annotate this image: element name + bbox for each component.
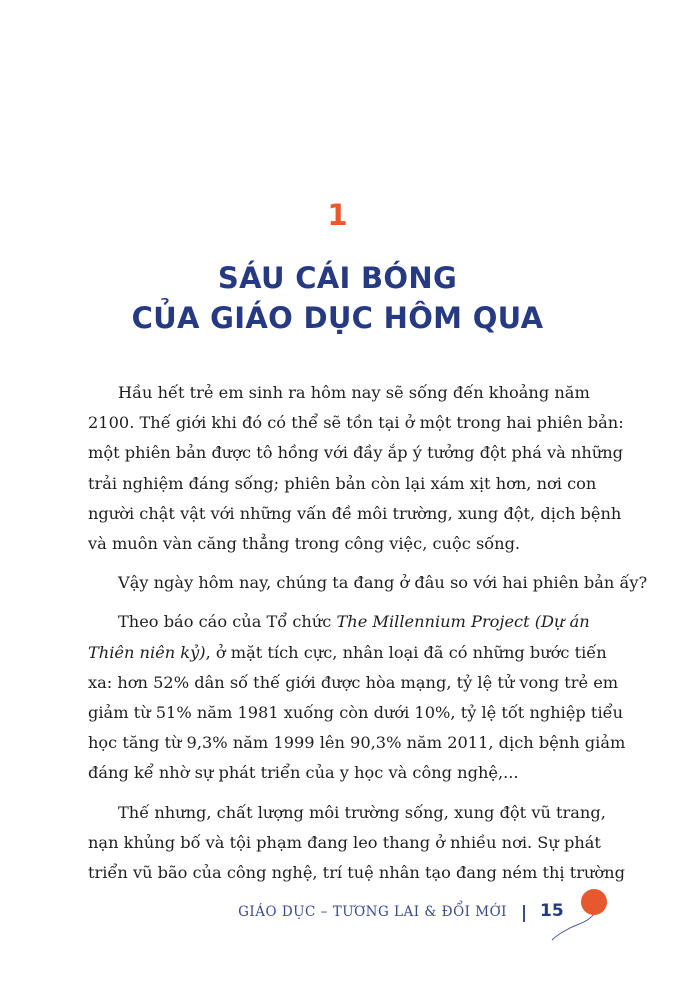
text-line: giảm từ 51% năm 1981 xuống còn dưới 10%, tỷ lệ tốt nghiệp tiểu: [88, 703, 624, 723]
text-line: [88, 607, 590, 637]
text-line: đáng kể nhờ sự phát triển của y học và công nghệ,...: [88, 763, 519, 783]
text-line: người chật vật với những vấn đề môi trường, xung đột, dịch bệnh: [88, 503, 622, 523]
text-line: và muôn vàn căng thẳng trong công việc, cuộc sống.: [88, 534, 521, 554]
footer-divider: [523, 905, 525, 922]
italic-project-name-cont: Thiên niên kỷ): [88, 642, 206, 662]
text-run: Theo báo cáo của Tổ chức: [118, 612, 337, 632]
running-footer-title: GIÁO DỤC – TƯƠNG LAI & ĐỔI MỚI: [238, 904, 507, 920]
text-line: Hầu hết trẻ em sinh ra hôm nay sẽ sống đến khoảng năm: [118, 383, 590, 402]
text-line: [88, 638, 607, 668]
chapter-number: 1: [327, 198, 348, 232]
text-line: trải nghiệm đáng sống; phiên bản còn lại xám xịt hơn, nơi con: [88, 473, 597, 493]
text-line: Thế nhưng, chất lượng môi trường sống, xung đột vũ trang,: [118, 802, 606, 822]
text-line: 2100. Thế giới khi đó có thể sẽ tồn tại ở một trong hai phiên bản:: [88, 413, 624, 433]
chapter-title-line-2: CỦA GIÁO DỤC HÔM QUA: [131, 301, 544, 335]
paragraph-1: [88, 378, 624, 559]
paragraph-2: [88, 568, 648, 598]
text-line: nạn khủng bố và tội phạm đang leo thang ở nhiều nơi. Sự phát: [88, 832, 601, 852]
chapter-title: [0, 258, 675, 338]
chapter-title-line-1: SÁU CÁI BÓNG: [217, 261, 458, 295]
page-number: 15: [540, 901, 564, 921]
text-line: triển vũ bão của công nghệ, trí tuệ nhân tạo đang ném thị trường: [88, 863, 625, 883]
italic-project-name: The Millennium Project (Dự án: [336, 612, 590, 632]
text-line: xa: hơn 52% dân số thế giới được hòa mạng, tỷ lệ tử vong trẻ em: [88, 672, 619, 692]
body-text: [88, 378, 648, 897]
paragraph-4: [88, 798, 625, 889]
text-run: , ở mặt tích cực, nhân loại đã có những bước tiến: [205, 642, 607, 662]
paragraph-3: [88, 607, 626, 788]
text-line: Vậy ngày hôm nay, chúng ta đang ở đâu so với hai phiên bản ấy?: [118, 573, 648, 593]
balloon-icon: [548, 884, 618, 944]
text-line: một phiên bản được tô hồng với đầy ắp ý tưởng đột phá và những: [88, 443, 624, 463]
text-line: học tăng từ 9,3% năm 1999 lên 90,3% năm 2011, dịch bệnh giảm: [88, 733, 626, 753]
